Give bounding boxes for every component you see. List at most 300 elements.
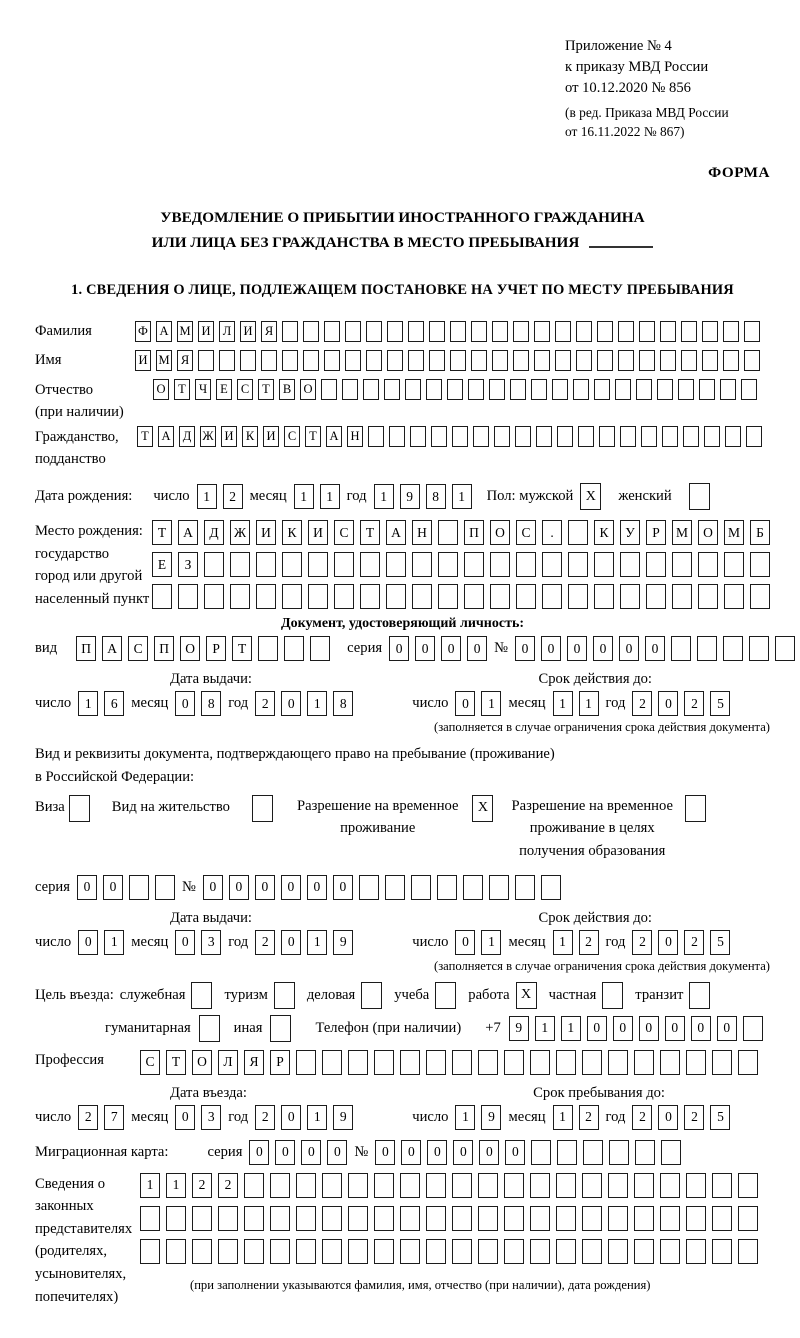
char-cell[interactable]: К bbox=[594, 520, 614, 545]
char-cell[interactable] bbox=[504, 1173, 524, 1198]
char-cell[interactable] bbox=[681, 350, 697, 371]
char-cell[interactable]: . bbox=[542, 520, 562, 545]
char-cell[interactable]: И bbox=[308, 520, 328, 545]
char-cell[interactable] bbox=[660, 1050, 680, 1075]
char-cell[interactable] bbox=[620, 552, 640, 577]
char-cell[interactable] bbox=[452, 1050, 472, 1075]
char-cell[interactable]: Р bbox=[206, 636, 226, 661]
char-cell[interactable] bbox=[282, 584, 302, 609]
char-cell[interactable] bbox=[342, 379, 358, 400]
char-cell[interactable]: 2 bbox=[192, 1173, 212, 1198]
char-cell[interactable]: 5 bbox=[710, 691, 730, 716]
char-cell[interactable]: 1 bbox=[455, 1105, 475, 1130]
char-cell[interactable] bbox=[749, 636, 769, 661]
char-cell[interactable] bbox=[478, 1206, 498, 1231]
char-cell[interactable]: Р bbox=[646, 520, 666, 545]
char-cell[interactable]: 0 bbox=[479, 1140, 499, 1165]
char-cell[interactable] bbox=[641, 426, 657, 447]
char-cell[interactable] bbox=[308, 584, 328, 609]
char-cell[interactable] bbox=[556, 1173, 576, 1198]
char-cell[interactable]: С bbox=[516, 520, 536, 545]
char-cell[interactable] bbox=[618, 321, 634, 342]
char-cell[interactable] bbox=[683, 426, 699, 447]
char-cell[interactable]: 1 bbox=[104, 930, 124, 955]
char-cell[interactable] bbox=[689, 483, 710, 510]
char-cell[interactable] bbox=[426, 1050, 446, 1075]
char-cell[interactable]: Т bbox=[137, 426, 153, 447]
char-cell[interactable]: 2 bbox=[218, 1173, 238, 1198]
char-cell[interactable] bbox=[308, 552, 328, 577]
char-cell[interactable]: 0 bbox=[613, 1016, 633, 1041]
char-cell[interactable] bbox=[405, 379, 421, 400]
char-cell[interactable]: 1 bbox=[166, 1173, 186, 1198]
char-cell[interactable]: 0 bbox=[333, 875, 353, 900]
char-cell[interactable]: 0 bbox=[717, 1016, 737, 1041]
char-cell[interactable]: 2 bbox=[78, 1105, 98, 1130]
char-cell[interactable]: 1 bbox=[140, 1173, 160, 1198]
char-cell[interactable] bbox=[639, 350, 655, 371]
char-cell[interactable] bbox=[686, 1206, 706, 1231]
char-cell[interactable] bbox=[218, 1206, 238, 1231]
char-cell[interactable] bbox=[410, 426, 426, 447]
char-cell[interactable] bbox=[204, 552, 224, 577]
char-cell[interactable] bbox=[636, 379, 652, 400]
char-cell[interactable]: Т bbox=[258, 379, 274, 400]
char-cell[interactable] bbox=[303, 350, 319, 371]
char-cell[interactable]: 0 bbox=[658, 1105, 678, 1130]
char-cell[interactable] bbox=[438, 552, 458, 577]
char-cell[interactable] bbox=[530, 1050, 550, 1075]
char-cell[interactable]: И bbox=[135, 350, 151, 371]
char-cell[interactable]: X bbox=[516, 982, 537, 1009]
char-cell[interactable]: 0 bbox=[175, 691, 195, 716]
char-cell[interactable] bbox=[568, 584, 588, 609]
char-cell[interactable] bbox=[678, 379, 694, 400]
char-cell[interactable]: 0 bbox=[467, 636, 487, 661]
char-cell[interactable]: 0 bbox=[401, 1140, 421, 1165]
char-cell[interactable]: Н bbox=[412, 520, 432, 545]
char-cell[interactable] bbox=[536, 426, 552, 447]
char-cell[interactable] bbox=[426, 1206, 446, 1231]
char-cell[interactable] bbox=[685, 795, 706, 822]
char-cell[interactable] bbox=[296, 1206, 316, 1231]
char-cell[interactable] bbox=[303, 321, 319, 342]
char-cell[interactable] bbox=[738, 1239, 758, 1264]
char-cell[interactable] bbox=[698, 584, 718, 609]
char-cell[interactable]: 1 bbox=[561, 1016, 581, 1041]
char-cell[interactable]: 2 bbox=[579, 1105, 599, 1130]
char-cell[interactable]: Т bbox=[174, 379, 190, 400]
char-cell[interactable] bbox=[597, 321, 613, 342]
char-cell[interactable]: 0 bbox=[587, 1016, 607, 1041]
char-cell[interactable] bbox=[284, 636, 304, 661]
char-cell[interactable]: Я bbox=[261, 321, 277, 342]
char-cell[interactable] bbox=[256, 584, 276, 609]
char-cell[interactable] bbox=[582, 1173, 602, 1198]
char-cell[interactable] bbox=[261, 350, 277, 371]
char-cell[interactable]: 2 bbox=[632, 1105, 652, 1130]
char-cell[interactable] bbox=[615, 379, 631, 400]
char-cell[interactable] bbox=[374, 1173, 394, 1198]
char-cell[interactable] bbox=[296, 1239, 316, 1264]
char-cell[interactable]: А bbox=[158, 426, 174, 447]
char-cell[interactable] bbox=[504, 1206, 524, 1231]
char-cell[interactable] bbox=[374, 1239, 394, 1264]
char-cell[interactable]: С bbox=[237, 379, 253, 400]
char-cell[interactable] bbox=[408, 350, 424, 371]
char-cell[interactable]: Д bbox=[204, 520, 224, 545]
char-cell[interactable]: 2 bbox=[255, 930, 275, 955]
char-cell[interactable] bbox=[389, 426, 405, 447]
char-cell[interactable] bbox=[738, 1173, 758, 1198]
char-cell[interactable] bbox=[429, 350, 445, 371]
char-cell[interactable]: 9 bbox=[481, 1105, 501, 1130]
char-cell[interactable] bbox=[411, 875, 431, 900]
char-cell[interactable] bbox=[775, 636, 795, 661]
char-cell[interactable]: С bbox=[140, 1050, 160, 1075]
char-cell[interactable] bbox=[723, 321, 739, 342]
char-cell[interactable]: С bbox=[284, 426, 300, 447]
char-cell[interactable]: 0 bbox=[619, 636, 639, 661]
char-cell[interactable] bbox=[452, 1239, 472, 1264]
char-cell[interactable]: Я bbox=[177, 350, 193, 371]
char-cell[interactable]: 0 bbox=[229, 875, 249, 900]
char-cell[interactable] bbox=[199, 1015, 220, 1042]
char-cell[interactable] bbox=[155, 875, 175, 900]
char-cell[interactable] bbox=[438, 520, 458, 545]
char-cell[interactable] bbox=[473, 426, 489, 447]
char-cell[interactable] bbox=[400, 1050, 420, 1075]
char-cell[interactable] bbox=[374, 1050, 394, 1075]
char-cell[interactable]: 0 bbox=[415, 636, 435, 661]
char-cell[interactable]: 0 bbox=[665, 1016, 685, 1041]
char-cell[interactable] bbox=[556, 1239, 576, 1264]
char-cell[interactable] bbox=[602, 982, 623, 1009]
char-cell[interactable] bbox=[468, 379, 484, 400]
char-cell[interactable] bbox=[178, 584, 198, 609]
char-cell[interactable] bbox=[712, 1050, 732, 1075]
char-cell[interactable] bbox=[555, 350, 571, 371]
char-cell[interactable] bbox=[697, 636, 717, 661]
char-cell[interactable] bbox=[464, 552, 484, 577]
purpose-business-checkbox[interactable] bbox=[361, 982, 382, 1009]
char-cell[interactable]: 1 bbox=[481, 930, 501, 955]
char-cell[interactable]: Ж bbox=[230, 520, 250, 545]
char-cell[interactable]: 3 bbox=[201, 930, 221, 955]
purpose-humanitarian-checkbox[interactable] bbox=[199, 1015, 220, 1042]
char-cell[interactable] bbox=[324, 350, 340, 371]
char-cell[interactable]: 0 bbox=[327, 1140, 347, 1165]
char-cell[interactable]: 0 bbox=[639, 1016, 659, 1041]
char-cell[interactable] bbox=[478, 1050, 498, 1075]
char-cell[interactable] bbox=[750, 584, 770, 609]
char-cell[interactable] bbox=[348, 1173, 368, 1198]
char-cell[interactable] bbox=[660, 321, 676, 342]
char-cell[interactable]: 5 bbox=[710, 1105, 730, 1130]
char-cell[interactable] bbox=[744, 321, 760, 342]
char-cell[interactable]: К bbox=[282, 520, 302, 545]
char-cell[interactable] bbox=[660, 1206, 680, 1231]
char-cell[interactable] bbox=[657, 379, 673, 400]
char-cell[interactable] bbox=[310, 636, 330, 661]
char-cell[interactable] bbox=[230, 584, 250, 609]
char-cell[interactable]: А bbox=[102, 636, 122, 661]
char-cell[interactable]: Т bbox=[305, 426, 321, 447]
char-cell[interactable]: А bbox=[326, 426, 342, 447]
char-cell[interactable] bbox=[534, 350, 550, 371]
char-cell[interactable] bbox=[321, 379, 337, 400]
char-cell[interactable] bbox=[218, 1239, 238, 1264]
char-cell[interactable]: И bbox=[240, 321, 256, 342]
char-cell[interactable] bbox=[426, 1173, 446, 1198]
char-cell[interactable] bbox=[556, 1050, 576, 1075]
char-cell[interactable]: В bbox=[279, 379, 295, 400]
char-cell[interactable] bbox=[516, 552, 536, 577]
char-cell[interactable]: М bbox=[177, 321, 193, 342]
char-cell[interactable] bbox=[322, 1239, 342, 1264]
char-cell[interactable]: А bbox=[156, 321, 172, 342]
char-cell[interactable]: 1 bbox=[78, 691, 98, 716]
char-cell[interactable] bbox=[270, 1173, 290, 1198]
char-cell[interactable] bbox=[620, 584, 640, 609]
char-cell[interactable] bbox=[746, 426, 762, 447]
char-cell[interactable] bbox=[447, 379, 463, 400]
char-cell[interactable]: 0 bbox=[541, 636, 561, 661]
char-cell[interactable] bbox=[324, 321, 340, 342]
char-cell[interactable] bbox=[608, 1173, 628, 1198]
char-cell[interactable]: 2 bbox=[684, 930, 704, 955]
char-cell[interactable] bbox=[557, 1140, 577, 1165]
char-cell[interactable] bbox=[400, 1206, 420, 1231]
char-cell[interactable] bbox=[646, 584, 666, 609]
char-cell[interactable]: 8 bbox=[333, 691, 353, 716]
purpose-official-checkbox[interactable] bbox=[191, 982, 212, 1009]
char-cell[interactable] bbox=[166, 1206, 186, 1231]
char-cell[interactable]: 0 bbox=[515, 636, 535, 661]
char-cell[interactable] bbox=[426, 379, 442, 400]
char-cell[interactable]: А bbox=[386, 520, 406, 545]
char-cell[interactable] bbox=[258, 636, 278, 661]
char-cell[interactable] bbox=[552, 379, 568, 400]
char-cell[interactable] bbox=[672, 552, 692, 577]
char-cell[interactable] bbox=[471, 350, 487, 371]
char-cell[interactable] bbox=[704, 426, 720, 447]
char-cell[interactable] bbox=[374, 1206, 394, 1231]
char-cell[interactable]: 1 bbox=[307, 930, 327, 955]
visa-checkbox[interactable] bbox=[69, 795, 90, 822]
char-cell[interactable] bbox=[618, 350, 634, 371]
char-cell[interactable]: 2 bbox=[632, 930, 652, 955]
char-cell[interactable] bbox=[452, 1173, 472, 1198]
char-cell[interactable] bbox=[712, 1239, 732, 1264]
char-cell[interactable] bbox=[582, 1239, 602, 1264]
char-cell[interactable]: 7 bbox=[104, 1105, 124, 1130]
char-cell[interactable]: М bbox=[724, 520, 744, 545]
char-cell[interactable]: 9 bbox=[509, 1016, 529, 1041]
char-cell[interactable]: З bbox=[178, 552, 198, 577]
char-cell[interactable] bbox=[608, 1239, 628, 1264]
char-cell[interactable]: 0 bbox=[453, 1140, 473, 1165]
char-cell[interactable]: О bbox=[153, 379, 169, 400]
char-cell[interactable]: 0 bbox=[658, 691, 678, 716]
char-cell[interactable] bbox=[322, 1206, 342, 1231]
char-cell[interactable] bbox=[662, 426, 678, 447]
char-cell[interactable]: О bbox=[192, 1050, 212, 1075]
char-cell[interactable]: А bbox=[178, 520, 198, 545]
char-cell[interactable]: 1 bbox=[452, 484, 472, 509]
char-cell[interactable]: 1 bbox=[307, 1105, 327, 1130]
char-cell[interactable]: 0 bbox=[175, 1105, 195, 1130]
char-cell[interactable] bbox=[576, 321, 592, 342]
char-cell[interactable] bbox=[437, 875, 457, 900]
char-cell[interactable] bbox=[492, 350, 508, 371]
char-cell[interactable] bbox=[515, 875, 535, 900]
char-cell[interactable]: Т bbox=[360, 520, 380, 545]
char-cell[interactable]: О bbox=[490, 520, 510, 545]
purpose-other-checkbox[interactable] bbox=[270, 1015, 291, 1042]
purpose-tourism-checkbox[interactable] bbox=[274, 982, 295, 1009]
char-cell[interactable] bbox=[400, 1173, 420, 1198]
char-cell[interactable]: Н bbox=[347, 426, 363, 447]
char-cell[interactable] bbox=[723, 636, 743, 661]
char-cell[interactable]: М bbox=[672, 520, 692, 545]
char-cell[interactable]: 0 bbox=[427, 1140, 447, 1165]
char-cell[interactable]: 0 bbox=[307, 875, 327, 900]
char-cell[interactable] bbox=[510, 379, 526, 400]
char-cell[interactable] bbox=[568, 552, 588, 577]
char-cell[interactable] bbox=[750, 552, 770, 577]
char-cell[interactable] bbox=[363, 379, 379, 400]
char-cell[interactable] bbox=[597, 350, 613, 371]
char-cell[interactable] bbox=[296, 1050, 316, 1075]
char-cell[interactable]: 0 bbox=[691, 1016, 711, 1041]
char-cell[interactable] bbox=[573, 379, 589, 400]
char-cell[interactable] bbox=[744, 350, 760, 371]
char-cell[interactable]: 2 bbox=[255, 1105, 275, 1130]
char-cell[interactable]: Ч bbox=[195, 379, 211, 400]
char-cell[interactable]: 1 bbox=[553, 691, 573, 716]
char-cell[interactable] bbox=[504, 1050, 524, 1075]
char-cell[interactable] bbox=[702, 321, 718, 342]
char-cell[interactable] bbox=[429, 321, 445, 342]
char-cell[interactable] bbox=[738, 1050, 758, 1075]
char-cell[interactable]: 0 bbox=[301, 1140, 321, 1165]
char-cell[interactable] bbox=[282, 552, 302, 577]
char-cell[interactable]: 9 bbox=[333, 930, 353, 955]
char-cell[interactable]: Б bbox=[750, 520, 770, 545]
char-cell[interactable]: 8 bbox=[426, 484, 446, 509]
char-cell[interactable] bbox=[660, 1173, 680, 1198]
char-cell[interactable]: 1 bbox=[374, 484, 394, 509]
char-cell[interactable]: Д bbox=[179, 426, 195, 447]
char-cell[interactable]: 0 bbox=[249, 1140, 269, 1165]
char-cell[interactable] bbox=[360, 552, 380, 577]
char-cell[interactable]: И bbox=[263, 426, 279, 447]
char-cell[interactable] bbox=[450, 321, 466, 342]
male-checkbox[interactable] bbox=[580, 483, 601, 510]
char-cell[interactable] bbox=[672, 584, 692, 609]
char-cell[interactable] bbox=[464, 584, 484, 609]
char-cell[interactable] bbox=[360, 584, 380, 609]
char-cell[interactable] bbox=[431, 426, 447, 447]
char-cell[interactable]: Е bbox=[152, 552, 172, 577]
char-cell[interactable] bbox=[490, 552, 510, 577]
char-cell[interactable] bbox=[634, 1050, 654, 1075]
char-cell[interactable] bbox=[368, 426, 384, 447]
char-cell[interactable] bbox=[556, 1206, 576, 1231]
char-cell[interactable] bbox=[741, 379, 757, 400]
char-cell[interactable]: 2 bbox=[579, 930, 599, 955]
char-cell[interactable]: Я bbox=[244, 1050, 264, 1075]
char-cell[interactable]: У bbox=[620, 520, 640, 545]
char-cell[interactable]: 2 bbox=[255, 691, 275, 716]
char-cell[interactable] bbox=[198, 350, 214, 371]
char-cell[interactable]: 2 bbox=[223, 484, 243, 509]
char-cell[interactable] bbox=[660, 350, 676, 371]
char-cell[interactable] bbox=[513, 350, 529, 371]
char-cell[interactable]: 0 bbox=[175, 930, 195, 955]
char-cell[interactable] bbox=[270, 1239, 290, 1264]
char-cell[interactable]: 0 bbox=[255, 875, 275, 900]
char-cell[interactable] bbox=[599, 426, 615, 447]
char-cell[interactable] bbox=[450, 350, 466, 371]
char-cell[interactable]: О bbox=[698, 520, 718, 545]
char-cell[interactable] bbox=[576, 350, 592, 371]
char-cell[interactable] bbox=[720, 379, 736, 400]
char-cell[interactable] bbox=[578, 426, 594, 447]
char-cell[interactable]: 1 bbox=[579, 691, 599, 716]
purpose-transit-checkbox[interactable] bbox=[689, 982, 710, 1009]
char-cell[interactable]: 9 bbox=[333, 1105, 353, 1130]
char-cell[interactable] bbox=[282, 321, 298, 342]
char-cell[interactable] bbox=[609, 1140, 629, 1165]
purpose-work-checkbox[interactable] bbox=[516, 982, 537, 1009]
char-cell[interactable]: П bbox=[76, 636, 96, 661]
char-cell[interactable]: С bbox=[128, 636, 148, 661]
char-cell[interactable]: К bbox=[242, 426, 258, 447]
char-cell[interactable]: 0 bbox=[567, 636, 587, 661]
char-cell[interactable]: 0 bbox=[103, 875, 123, 900]
char-cell[interactable] bbox=[531, 379, 547, 400]
char-cell[interactable] bbox=[334, 552, 354, 577]
char-cell[interactable] bbox=[348, 1239, 368, 1264]
char-cell[interactable] bbox=[639, 321, 655, 342]
char-cell[interactable]: 0 bbox=[593, 636, 613, 661]
char-cell[interactable] bbox=[140, 1206, 160, 1231]
char-cell[interactable] bbox=[478, 1239, 498, 1264]
char-cell[interactable] bbox=[583, 1140, 603, 1165]
char-cell[interactable]: 5 bbox=[710, 930, 730, 955]
purpose-private-checkbox[interactable] bbox=[602, 982, 623, 1009]
char-cell[interactable] bbox=[530, 1239, 550, 1264]
char-cell[interactable]: 1 bbox=[197, 484, 217, 509]
char-cell[interactable] bbox=[166, 1239, 186, 1264]
char-cell[interactable] bbox=[366, 321, 382, 342]
char-cell[interactable]: Т bbox=[232, 636, 252, 661]
char-cell[interactable]: О bbox=[180, 636, 200, 661]
char-cell[interactable] bbox=[385, 875, 405, 900]
char-cell[interactable]: 8 bbox=[201, 691, 221, 716]
char-cell[interactable]: 0 bbox=[455, 930, 475, 955]
char-cell[interactable] bbox=[594, 379, 610, 400]
char-cell[interactable] bbox=[635, 1140, 655, 1165]
char-cell[interactable] bbox=[634, 1239, 654, 1264]
char-cell[interactable] bbox=[686, 1173, 706, 1198]
char-cell[interactable] bbox=[274, 982, 295, 1009]
char-cell[interactable]: 0 bbox=[505, 1140, 525, 1165]
char-cell[interactable] bbox=[359, 875, 379, 900]
char-cell[interactable] bbox=[438, 584, 458, 609]
